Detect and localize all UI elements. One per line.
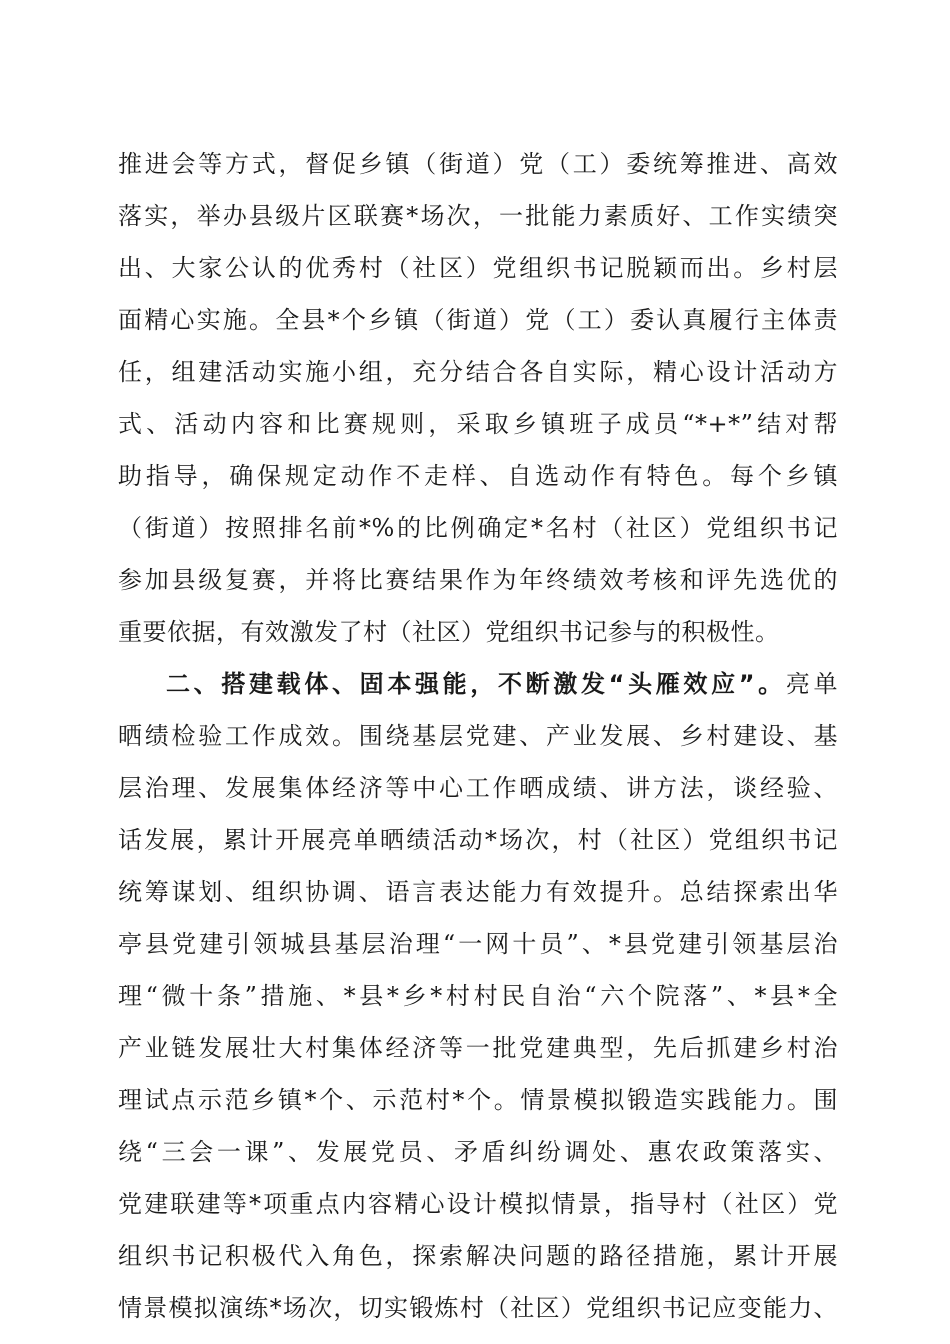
text-line: （街道）按照排名前*%的比例确定*名村（社区）党组织书记 — [118, 514, 838, 542]
text-line: 推进会等方式，督促乡镇（街道）党（工）委统筹推进、高效 — [118, 150, 838, 178]
section-heading: 二、搭建载体、固本强能，不断激发“头雁效应”。 — [166, 670, 786, 698]
text-line: 面精心实施。全县*个乡镇（街道）党（工）委认真履行主体责 — [118, 306, 838, 334]
text-line: 亭县党建引领城县基层治理“一网十员”、*县党建引领基层治 — [118, 930, 838, 958]
text-line: 落实，举办县级片区联赛*场次，一批能力素质好、工作实绩突 — [118, 202, 838, 230]
text-line: 话发展，累计开展亮单晒绩活动*场次，村（社区）党组织书记 — [118, 826, 838, 854]
text-line: 式、活动内容和比赛规则，采取乡镇班子成员“*+*”结对帮 — [118, 410, 838, 438]
text-line: 情景模拟演练*场次，切实锻炼村（社区）党组织书记应变能力、 — [118, 1294, 838, 1322]
text-line: 任，组建活动实施小组，充分结合各自实际，精心设计活动方 — [118, 358, 838, 386]
paragraph-1 — [118, 138, 838, 658]
text-line: 组织书记积极代入角色，探索解决问题的路径措施，累计开展 — [118, 1242, 838, 1270]
paragraph-2 — [118, 658, 838, 1334]
body-text — [118, 138, 838, 1334]
text-line: 晒绩检验工作成效。围绕基层党建、产业发展、乡村建设、基 — [118, 722, 838, 750]
text-line: 层治理、发展集体经济等中心工作晒成绩、讲方法，谈经验、 — [118, 774, 838, 802]
text-line: 绕“三会一课”、发展党员、矛盾纠纷调处、惠农政策落实、 — [118, 1138, 838, 1166]
text-line: 理试点示范乡镇*个、示范村*个。情景模拟锻造实践能力。围 — [118, 1086, 838, 1114]
text-line: 产业链发展壮大村集体经济等一批党建典型，先后抓建乡村治 — [118, 1034, 838, 1062]
text-line: 统筹谋划、组织协调、语言表达能力有效提升。总结探索出华 — [118, 878, 838, 906]
heading-line-rest: 亮单 — [785, 670, 839, 698]
text-line: 重要依据，有效激发了村（社区）党组织书记参与的积极性。 — [118, 618, 780, 646]
text-line: 党建联建等*项重点内容精心设计模拟情景，指导村（社区）党 — [118, 1190, 838, 1218]
text-line: 出、大家公认的优秀村（社区）党组织书记脱颖而出。乡村层 — [118, 254, 838, 282]
text-line: 助指导，确保规定动作不走样、自选动作有特色。每个乡镇 — [118, 462, 838, 490]
text-line — [118, 658, 838, 710]
text-line: 参加县级复赛，并将比赛结果作为年终绩效考核和评先选优的 — [118, 566, 838, 594]
text-line: 理“微十条”措施、*县*乡*村村民自治“六个院落”、*县*全 — [118, 982, 838, 1010]
